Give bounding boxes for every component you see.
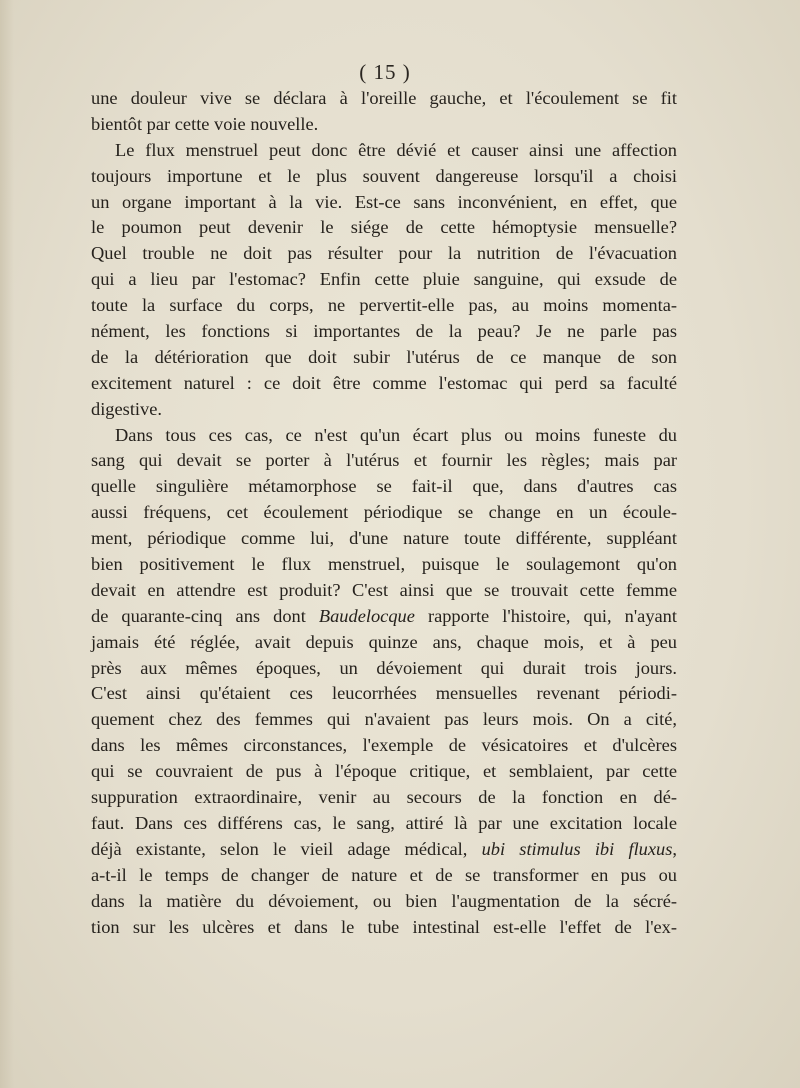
text-line-9: toute la surface du corps, ne pervertit-elle pas, au moins momenta- (91, 295, 677, 316)
text-line-3: Le flux menstruel peut donc être dévié et causer ainsi une affection (115, 139, 677, 160)
text-line-18: ment, périodique comme lui, d'une nature toute différente, suppléant (91, 528, 677, 549)
text-line-12: excitement naturel : ce doit être comme l'estomac qui perd sa faculté (91, 372, 677, 393)
text-line-23: près aux mêmes époques, un dévoiement qui durait trois jours. (91, 657, 677, 678)
text-line-30: déjà existante, selon le vieil adage médical, ubi stimulus ibi fluxus, (91, 838, 677, 859)
text-line-8: qui a lieu par l'estomac? Enfin cette pluie sanguine, qui exsude de (91, 269, 677, 290)
text-line-29: faut. Dans ces différens cas, le sang, attiré là par une excitation locale (91, 812, 677, 833)
text-line-5: un organe important à la vie. Est-ce sans inconvénient, en effet, que (91, 191, 677, 212)
page-number: ( 15 ) (359, 60, 411, 84)
text-line-22: jamais été réglée, avait depuis quinze ans, chaque mois, et à peu (91, 631, 677, 652)
text-line-15: sang qui devait se porter à l'utérus et fournir les règles; mais par (91, 450, 677, 471)
page-binding-shadow (0, 0, 14, 1088)
text-line-21: de quarante-cinq ans dont Baudelocque rapporte l'histoire, qui, n'ayant (91, 605, 677, 626)
text-line-6: le poumon peut devenir le siége de cette hémoptysie mensuelle? (91, 217, 677, 238)
text-line-28: suppuration extraordinaire, venir au secours de la fonction en dé- (91, 787, 677, 808)
author-name-italic: Baudelocque (318, 605, 415, 626)
text-line-33: tion sur les ulcères et dans le tube intestinal est-elle l'effet de l'ex- (91, 916, 677, 937)
text-line-19: bien positivement le flux menstruel, puisque le soulagemont qu'on (91, 554, 677, 575)
text-line-11: de la détérioration que doit subir l'utérus de ce manque de son (91, 346, 677, 367)
text-line-17: aussi fréquens, cet écoulement périodique se change en un écoule- (91, 502, 677, 523)
text-line-26: dans les mêmes circonstances, l'exemple de vésicatoires et d'ulcères (91, 735, 677, 756)
text-line-27: qui se couvraient de pus à l'époque critique, et semblaient, par cette (91, 761, 677, 782)
text-line-32: dans la matière du dévoiement, ou bien l'augmentation de la sécré- (91, 890, 677, 911)
text-line-25: quement chez des femmes qui n'avaient pas leurs mois. On a cité, (91, 709, 677, 730)
text-line-20: devait en attendre est produit? C'est ainsi que se trouvait cette femme (91, 579, 677, 600)
text-line-13: digestive. (91, 398, 162, 419)
text-line-7: Quel trouble ne doit pas résulter pour la nutrition de l'évacuation (91, 243, 677, 264)
text-line-31: a-t-il le temps de changer de nature et de se transformer en pus ou (91, 864, 677, 885)
text-line-24: C'est ainsi qu'étaient ces leucorrhées mensuelles revenant périodi- (91, 683, 677, 704)
text-line-4: toujours importune et le plus souvent dangereuse lorsqu'il a choisi (91, 165, 677, 186)
text-line-16: quelle singulière métamorphose se fait-il que, dans d'autres cas (91, 476, 677, 497)
body-text (91, 86, 677, 940)
latin-adage-italic: ubi stimulus ibi fluxus (481, 838, 673, 859)
text-line-10: nément, les fonctions si importantes de la peau? Je ne parle pas (91, 321, 677, 342)
text-line-2: bientôt par cette voie nouvelle. (91, 113, 319, 134)
text-line-1: une douleur vive se déclara à l'oreille gauche, et l'écoulement se fit (91, 88, 677, 108)
text-line-14: Dans tous ces cas, ce n'est qu'un écart plus ou moins funeste du (115, 424, 677, 445)
